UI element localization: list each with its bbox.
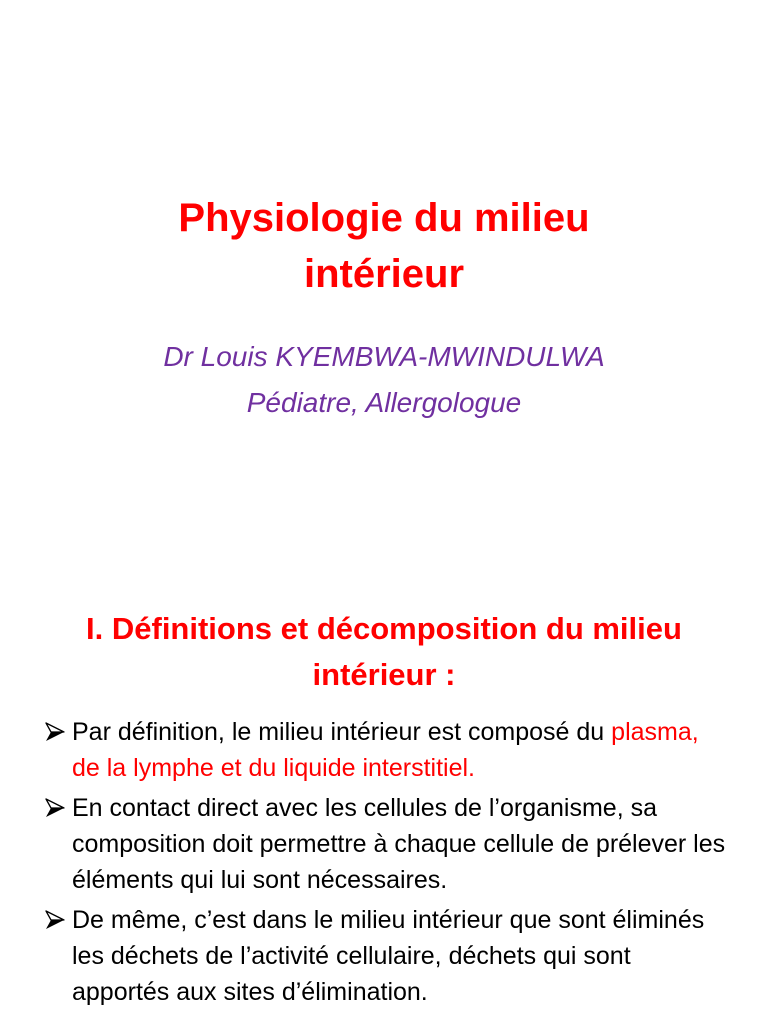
arrowhead-bullet-icon xyxy=(44,714,68,750)
content-slide xyxy=(0,576,768,1024)
bullet-text: De même, c’est dans le milieu intérieur que sont éliminés les déchets de l’activité cellulaire, déchets qui sont apportés aux sites d’élimination. xyxy=(72,906,705,1006)
bullet-item xyxy=(44,902,728,1010)
bullet-text: Par définition, le milieu intérieur est composé du xyxy=(72,718,612,746)
bullet-item xyxy=(44,714,728,786)
slide-title xyxy=(40,190,728,302)
section-heading xyxy=(30,606,738,698)
arrowhead-bullet-icon xyxy=(44,902,68,938)
section-heading-line-2: intérieur : xyxy=(312,657,456,692)
bullet-list xyxy=(44,714,728,1014)
author-role: Pédiatre, Allergologue xyxy=(246,387,522,418)
bullet-text: En contact direct avec les cellules de l’organisme, sa composition doit permettre à chaque cellule de prélever les éléments qui lui sont nécessaires. xyxy=(72,794,726,894)
arrowhead-bullet-icon xyxy=(44,790,68,826)
author-name: Dr Louis KYEMBWA-MWINDULWA xyxy=(163,341,605,372)
section-heading-line-1: I. Définitions et décomposition du milieu xyxy=(86,611,682,646)
slide-title-line-2: intérieur xyxy=(303,252,465,296)
slide-title-line-1: Physiologie du milieu xyxy=(178,196,590,240)
bullet-item xyxy=(44,790,728,898)
bullet-highlight-text: plasma, de la lymphe et du liquide interstitiel. xyxy=(72,718,699,782)
slide-subtitle xyxy=(40,334,728,426)
